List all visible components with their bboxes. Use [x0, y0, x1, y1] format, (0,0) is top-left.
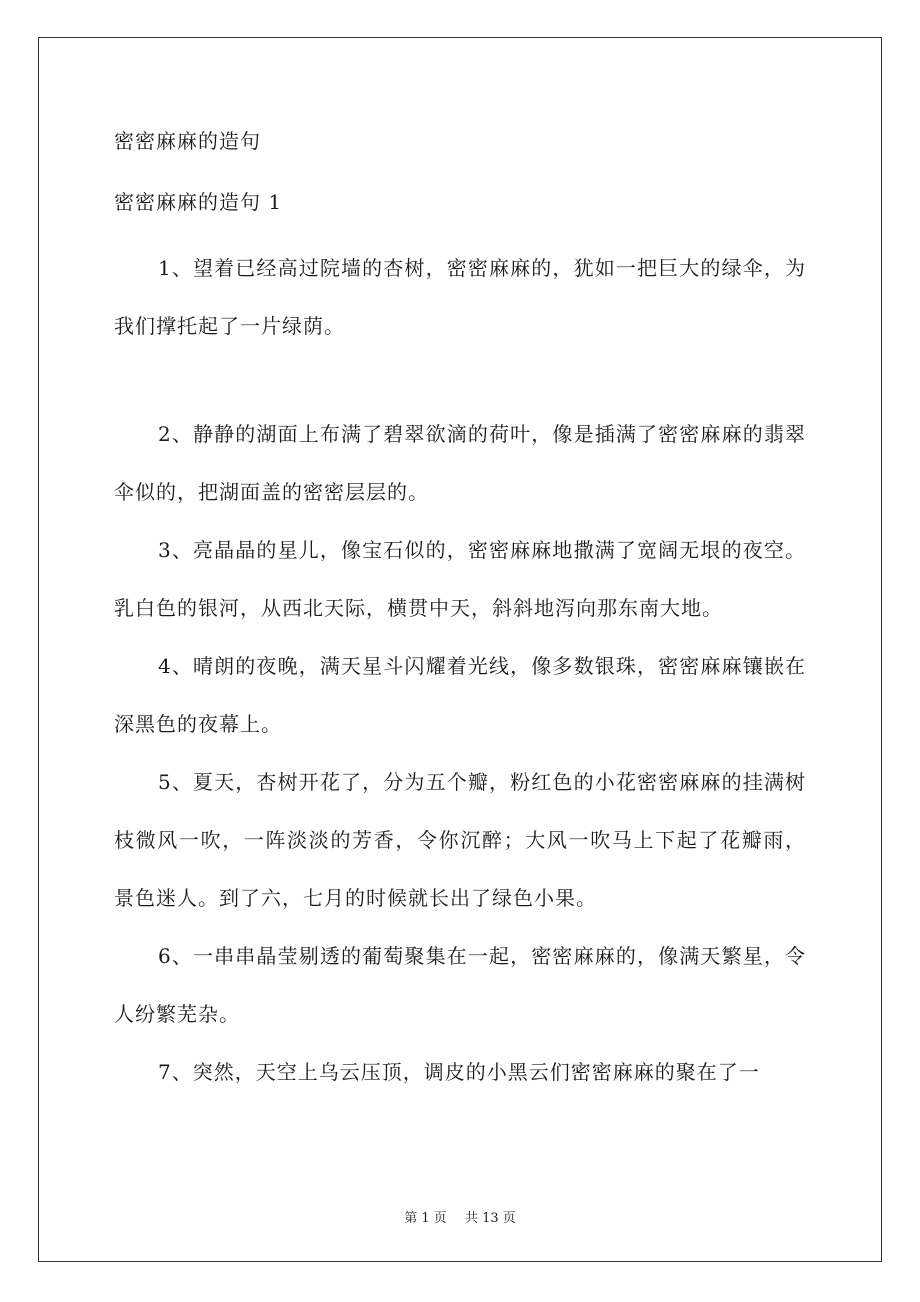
page-total: 共 13 页: [464, 1211, 516, 1226]
page-number: 第 1 页: [404, 1211, 447, 1226]
sentence-item-5: 5、夏天，杏树开花了，分为五个瓣，粉红色的小花密密麻麻的挂满树枝微风一吹，一阵淡淡的芳香，令你沉醉；大风一吹马上下起了花瓣雨，景色迷人。到了六，七月的时候就长出了绿色小果。: [114, 770, 806, 910]
document-subtitle: 密密麻麻的造句 1: [114, 190, 283, 214]
sentence-item-3: 3、亮晶晶的星儿，像宝石似的，密密麻麻地撒满了宽阔无垠的夜空。乳白色的银河，从西北天际，横贯中天，斜斜地泻向那东南大地。: [114, 538, 806, 620]
sentence-item-4: 4、晴朗的夜晚，满天星斗闪耀着光线，像多数银珠，密密麻麻镶嵌在深黑色的夜幕上。: [114, 654, 806, 736]
sentence-item-2: 2、静静的湖面上布满了碧翠欲滴的荷叶，像是插满了密密麻麻的翡翠伞似的，把湖面盖的密密层层的。: [114, 422, 806, 504]
page-footer: [0, 1207, 920, 1226]
document-title: 密密麻麻的造句: [114, 129, 261, 153]
sentence-item-1: 1、望着已经高过院墙的杏树，密密麻麻的，犹如一把巨大的绿伞，为我们撑托起了一片绿荫。: [114, 256, 806, 338]
document-body: [114, 120, 806, 1101]
sentence-item-7: 7、突然，天空上乌云压顶，调皮的小黑云们密密麻麻的聚在了一: [158, 1060, 760, 1084]
sentence-item-6: 6、一串串晶莹剔透的葡萄聚集在一起，密密麻麻的，像满天繁星，令人纷繁芜杂。: [114, 944, 806, 1026]
